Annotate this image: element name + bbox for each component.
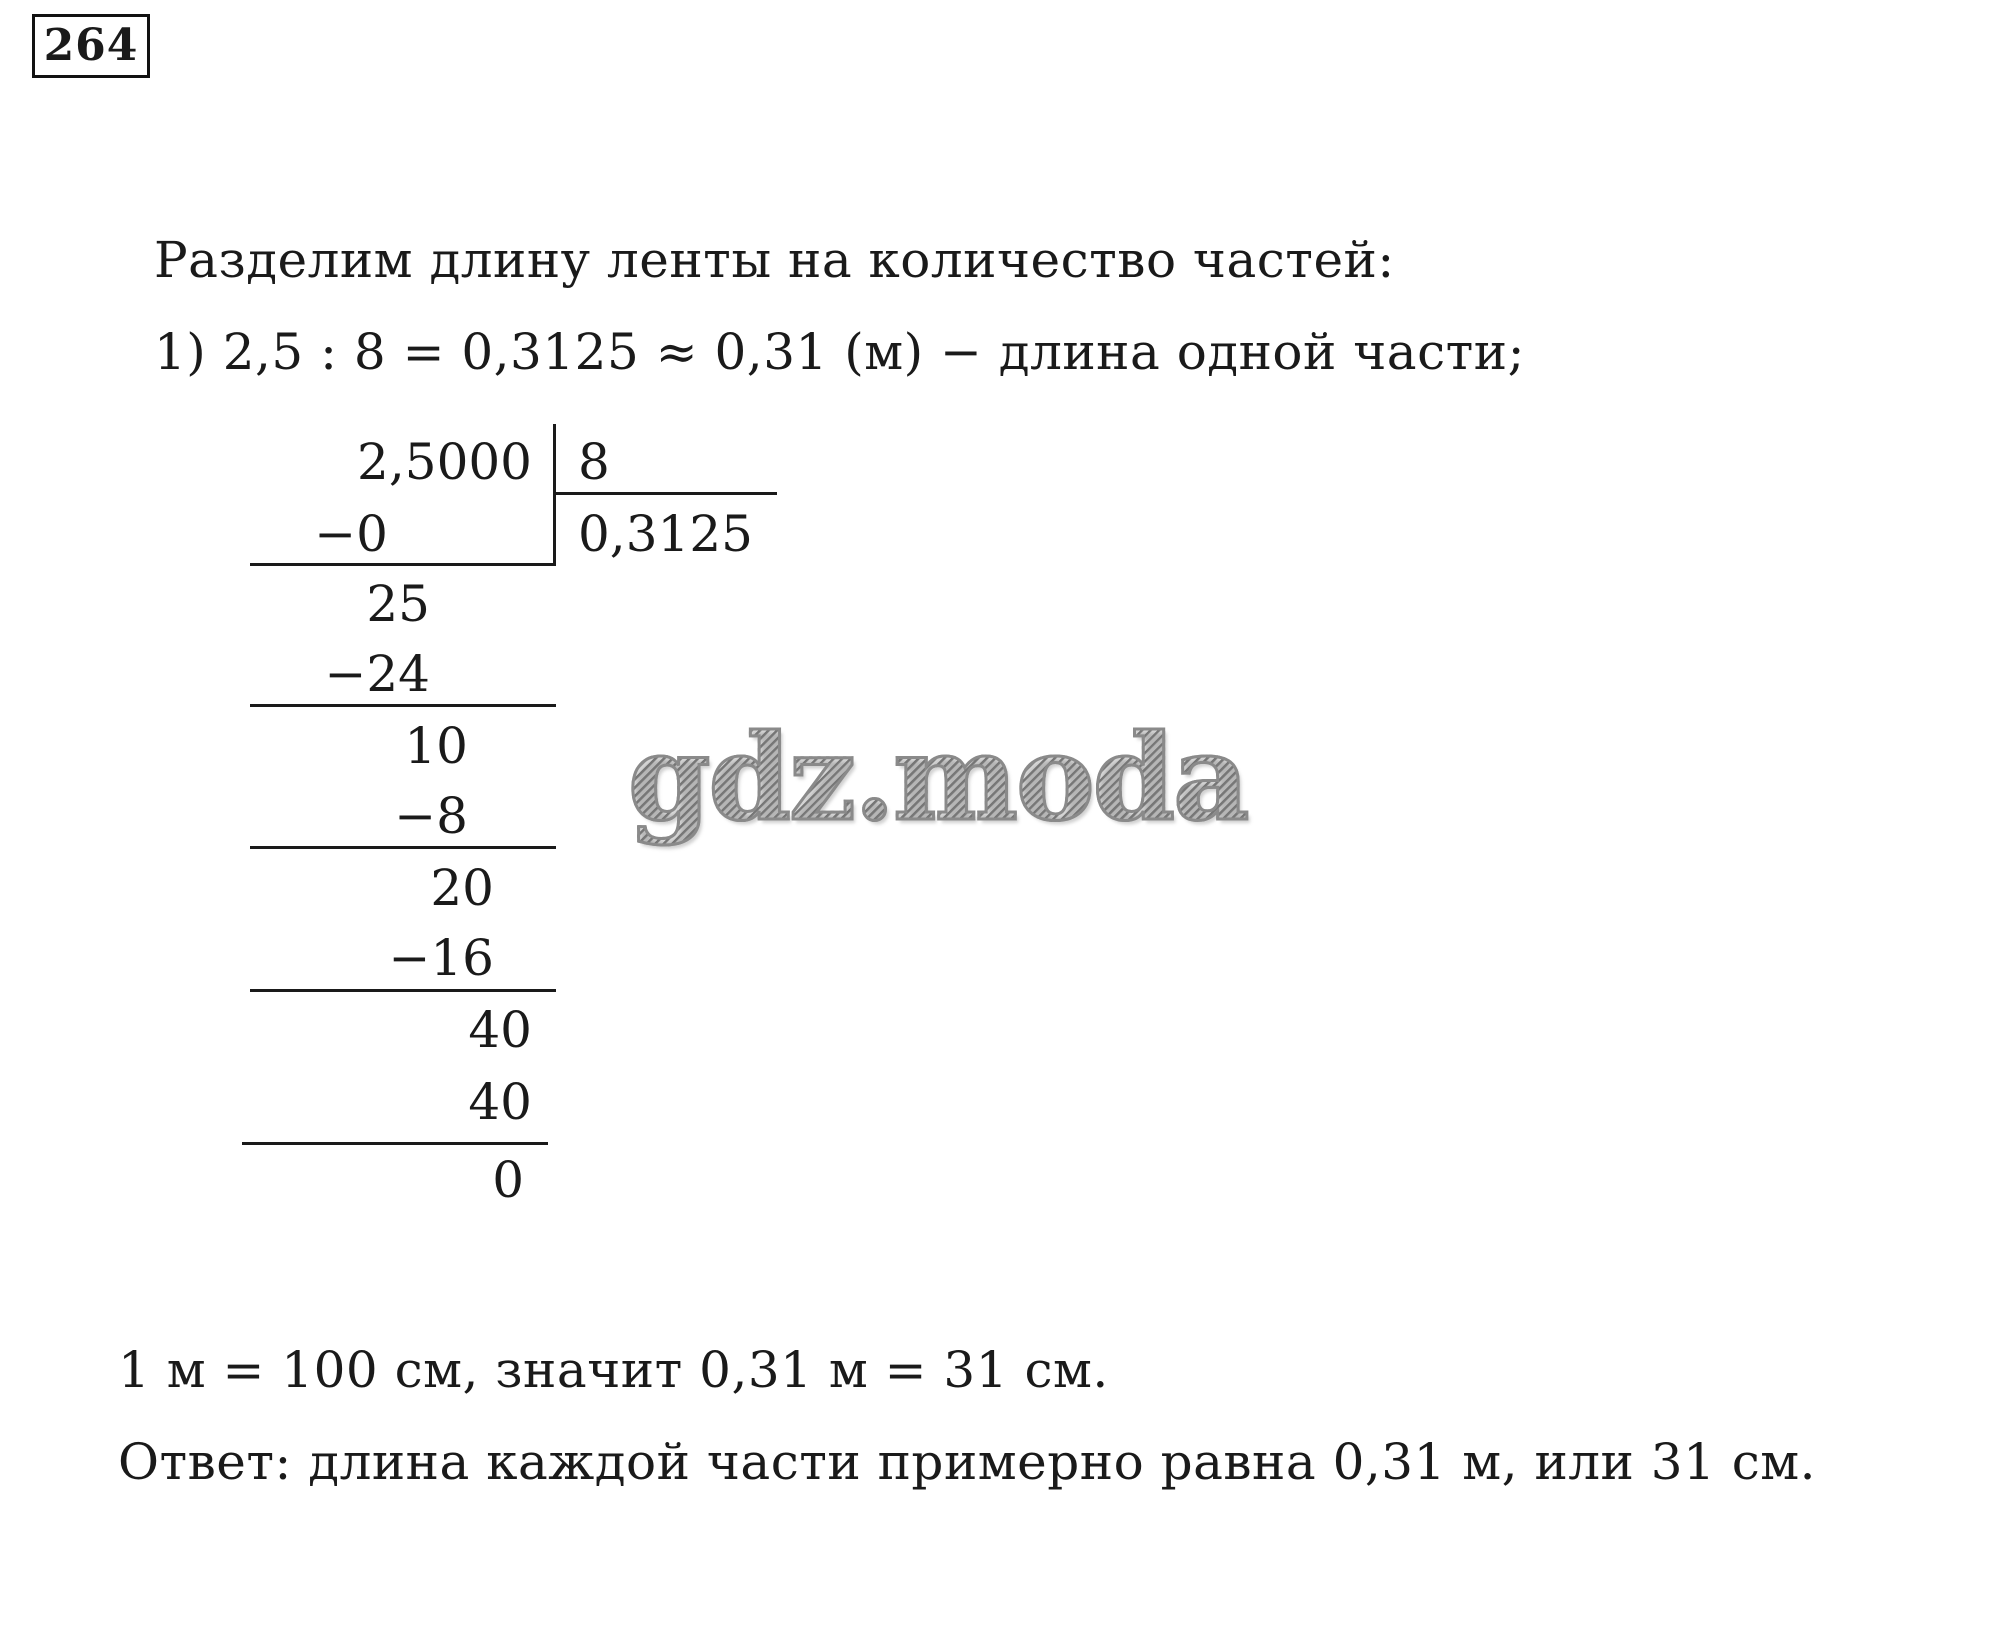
division-line	[250, 846, 556, 849]
division-row: 40	[468, 1073, 532, 1131]
intro-text: Разделим длину ленты на количество частей:	[154, 231, 1395, 289]
division-row: 25	[366, 575, 430, 633]
division-row: −24	[324, 645, 430, 703]
answer-text: Ответ: длина каждой части примерно равна 0,31 м, или 31 см.	[118, 1433, 1817, 1491]
dividend: 2,5000	[357, 433, 532, 491]
division-row: 40	[468, 1001, 532, 1059]
division-row: 20	[430, 859, 494, 917]
division-row: 0	[492, 1151, 524, 1209]
watermark: gdz.moda	[628, 708, 1248, 847]
division-row: −0	[314, 505, 388, 563]
conversion-text: 1 м = 100 см, значит 0,31 м = 31 см.	[118, 1341, 1109, 1399]
step-1-text: 1) 2,5 : 8 = 0,3125 ≈ 0,31 (м) − длина одной части;	[154, 323, 1525, 381]
division-line	[250, 704, 556, 707]
division-row: −8	[394, 787, 468, 845]
quotient: 0,3125	[578, 505, 753, 563]
division-row: −16	[388, 929, 494, 987]
division-line	[250, 563, 556, 566]
problem-number: 264	[32, 14, 150, 78]
division-line	[242, 1142, 548, 1145]
divisor: 8	[578, 433, 610, 491]
division-bar	[553, 424, 556, 566]
quotient-line	[555, 492, 777, 495]
division-row: 10	[404, 717, 468, 775]
division-line	[250, 989, 556, 992]
